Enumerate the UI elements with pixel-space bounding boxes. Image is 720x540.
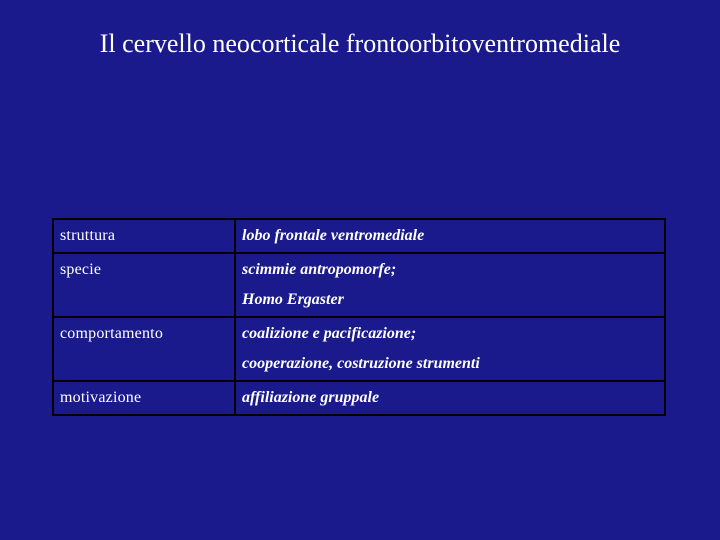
row-value [235,317,665,381]
row-value [235,253,665,317]
value-line: cooperazione, costruzione strumenti [242,355,480,372]
row-label: specie [53,253,235,317]
slide-title: Il cervello neocorticale frontoorbitoventromediale [99,29,621,58]
table-row [53,317,665,381]
value-line: lobo frontale ventromediale [242,227,425,244]
row-label: comportamento [53,317,235,381]
table-row [53,381,665,415]
table-row [53,253,665,317]
value-line: affiliazione gruppale [242,389,380,406]
row-value [235,219,665,253]
value-line: coalizione e pacificazione; [242,325,417,342]
table-row [53,219,665,253]
value-line: Homo Ergaster [242,291,344,308]
row-value [235,381,665,415]
value-line: scimmie antropomorfe; [242,261,397,278]
info-table [52,218,666,416]
row-label: struttura [53,219,235,253]
row-label: motivazione [53,381,235,415]
